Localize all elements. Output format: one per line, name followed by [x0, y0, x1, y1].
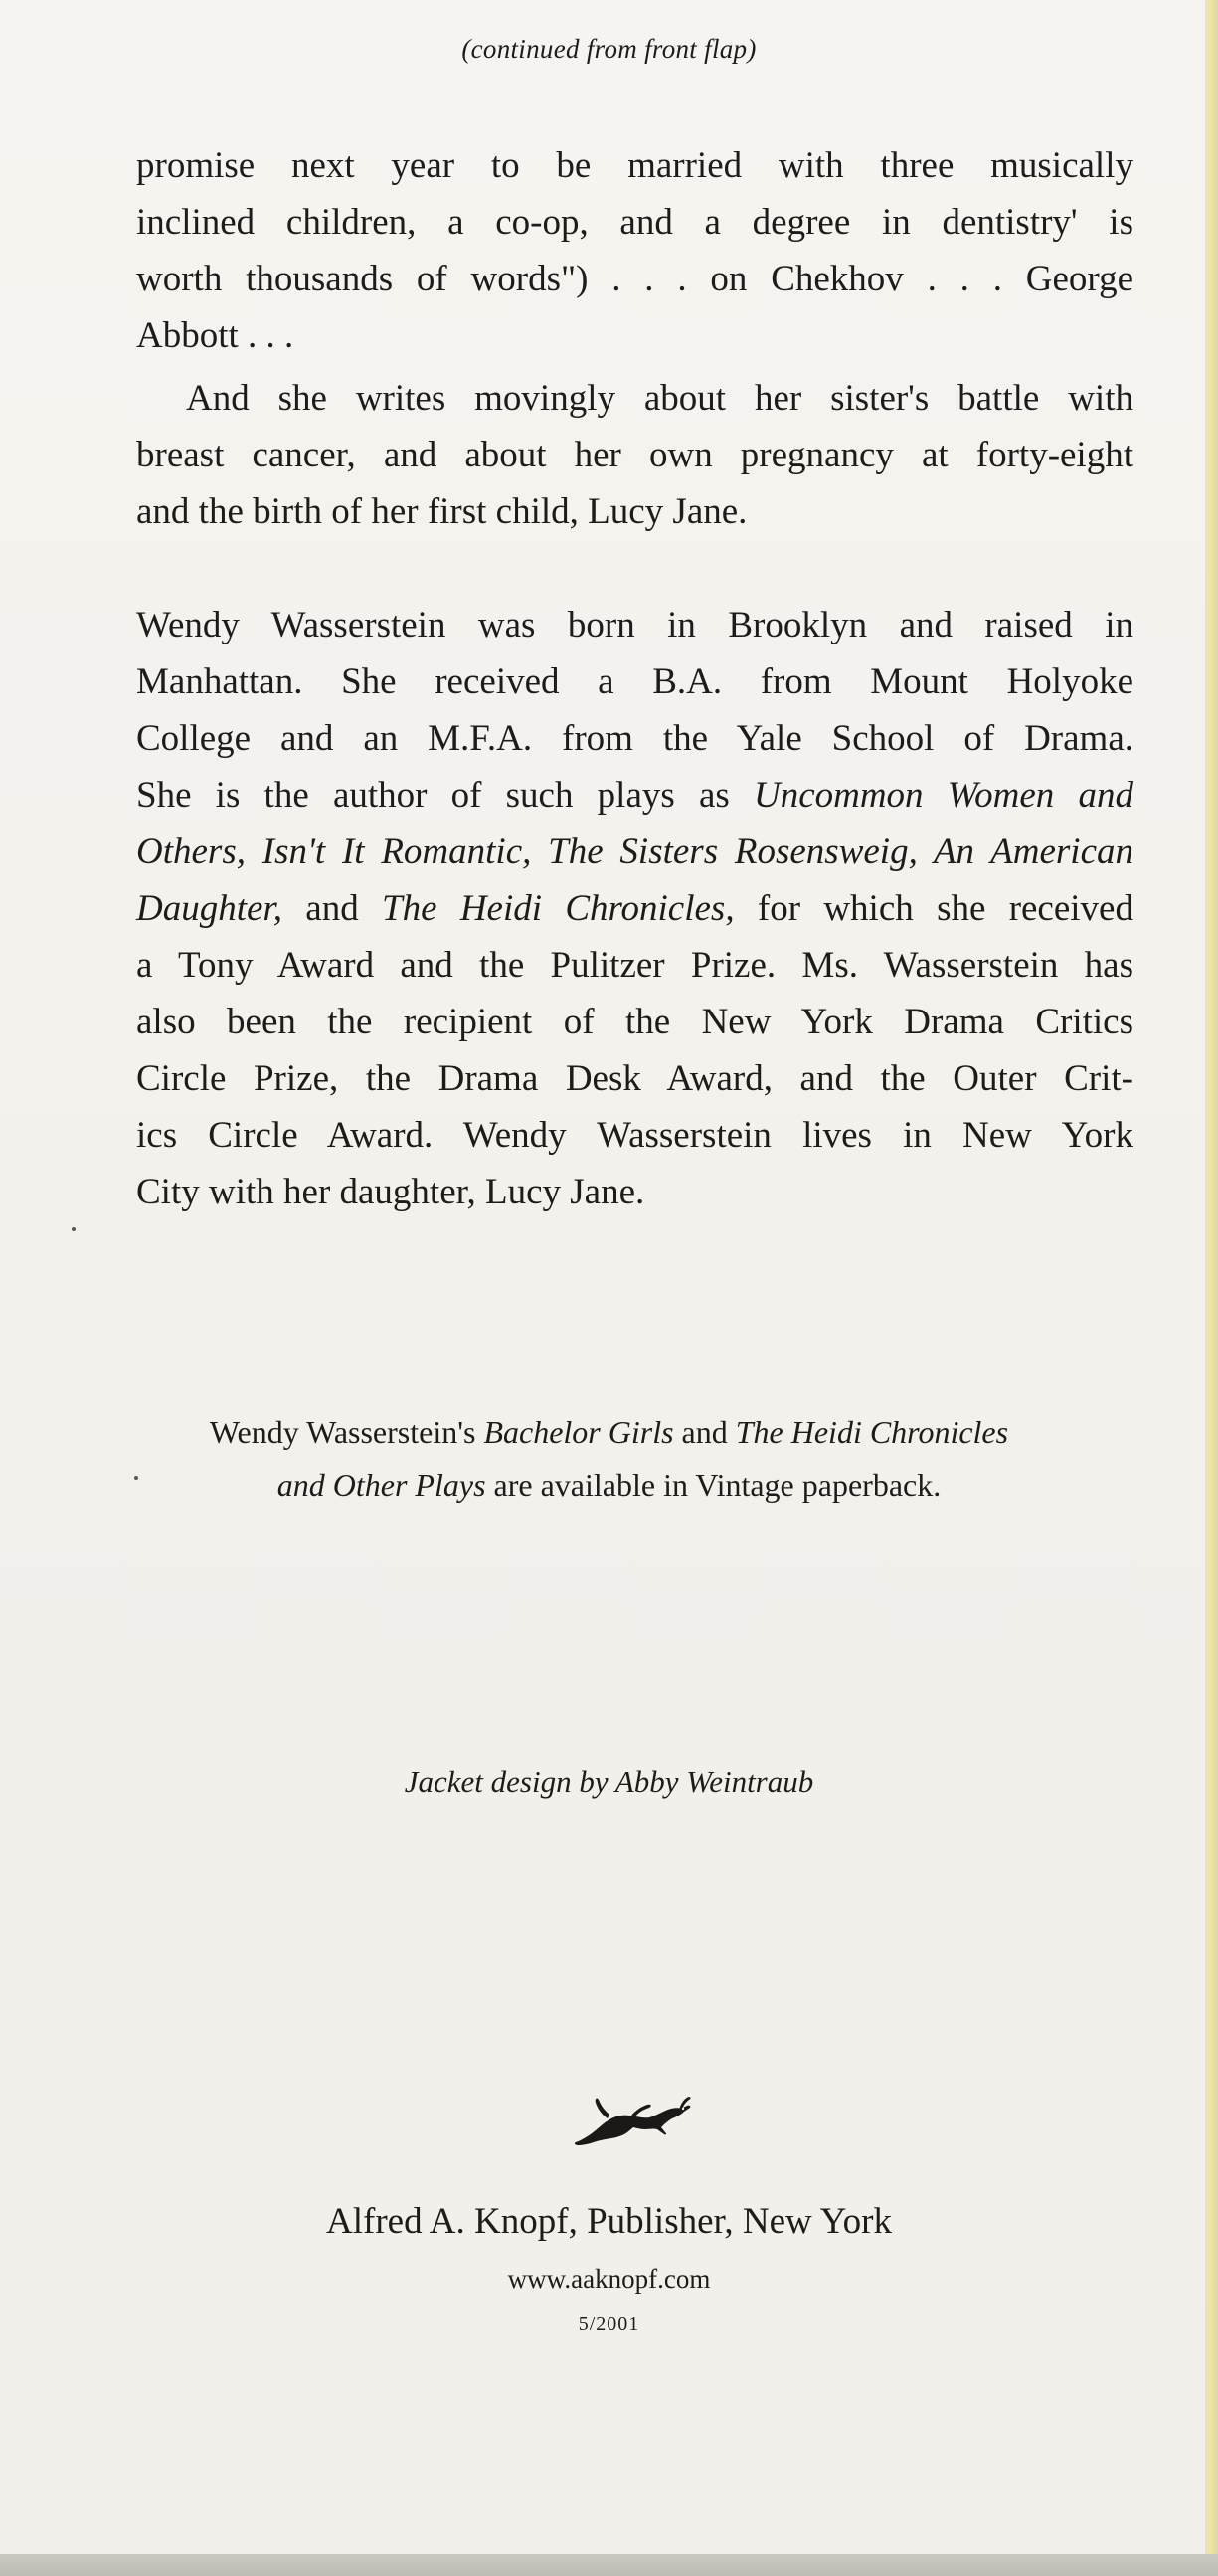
- play-titles: Others, Isn't It Romantic, The Sisters Rosensweig, An American: [136, 831, 1133, 872]
- print-date: 5/2001: [578, 2313, 640, 2335]
- text-run: and: [281, 888, 383, 929]
- text-run: are available in Vintage paperback.: [485, 1467, 942, 1503]
- borzoi-dog-icon: [572, 2089, 693, 2148]
- play-title: The Heidi Chronicles,: [382, 888, 735, 929]
- text-line: worth thousands of words") . . . on Chekhov . . . George: [136, 259, 1133, 299]
- text-line: promise next year to be married with three musically: [136, 145, 1133, 186]
- author-bio: [136, 597, 1133, 1220]
- book-title: The Heidi Chronicles: [735, 1414, 1009, 1450]
- text-run: She is the author of such plays as: [136, 775, 754, 816]
- availability-note: [0, 1406, 1218, 1512]
- text-run: Wendy Wasserstein's: [209, 1414, 484, 1450]
- text-run: for which she received: [734, 888, 1133, 929]
- continued-note: (continued from front flap): [461, 34, 757, 64]
- text-line: Wendy Wasserstein was born in Brooklyn and raised in: [136, 605, 1133, 645]
- speck: [72, 1227, 76, 1231]
- jacket-credit: Jacket design by Abby Weintraub: [404, 1764, 814, 1799]
- text-line: [136, 767, 1133, 824]
- scan-bottom-edge: [0, 2554, 1218, 2576]
- text-line: Abbott . . .: [136, 315, 294, 356]
- text-line: and the birth of her first child, Lucy Jane.: [136, 491, 748, 532]
- text-run: and: [673, 1414, 736, 1450]
- paragraph-sister: [136, 370, 1133, 540]
- text-line: ics Circle Award. Wendy Wasserstein lives in New York: [136, 1115, 1133, 1156]
- text-line: College and an M.F.A. from the Yale School of Drama.: [136, 718, 1133, 759]
- publisher-website: www.aaknopf.com: [507, 2264, 711, 2294]
- jacket-edge: [1207, 0, 1218, 2576]
- text-line: [136, 880, 1133, 937]
- text-line: [136, 824, 1133, 880]
- text-line: Manhattan. She received a B.A. from Mount Holyoke: [136, 661, 1133, 702]
- publisher-name: Alfred A. Knopf, Publisher, New York: [326, 2201, 892, 2242]
- book-title: Bachelor Girls: [483, 1414, 674, 1450]
- book-title: and Other Plays: [276, 1467, 486, 1503]
- text-line: [0, 1459, 1218, 1512]
- text-line: And she writes movingly about her sister's battle with: [186, 378, 1133, 419]
- text-line: inclined children, a co-op, and a degree in dentistry' is: [136, 202, 1133, 243]
- play-title: Uncommon Women and: [753, 775, 1133, 816]
- paragraph-continued: [136, 137, 1133, 364]
- text-line: [0, 1406, 1218, 1459]
- text-line: also been the recipient of the New York Drama Critics: [136, 1002, 1133, 1042]
- text-line: City with her daughter, Lucy Jane.: [136, 1172, 645, 1212]
- text-line: breast cancer, and about her own pregnancy at forty-eight: [136, 435, 1133, 475]
- text-line: Circle Prize, the Drama Desk Award, and the Outer Crit-: [136, 1058, 1133, 1099]
- text-line: a Tony Award and the Pulitzer Prize. Ms. Wasserstein has: [136, 945, 1133, 986]
- play-title: Daughter,: [136, 888, 282, 929]
